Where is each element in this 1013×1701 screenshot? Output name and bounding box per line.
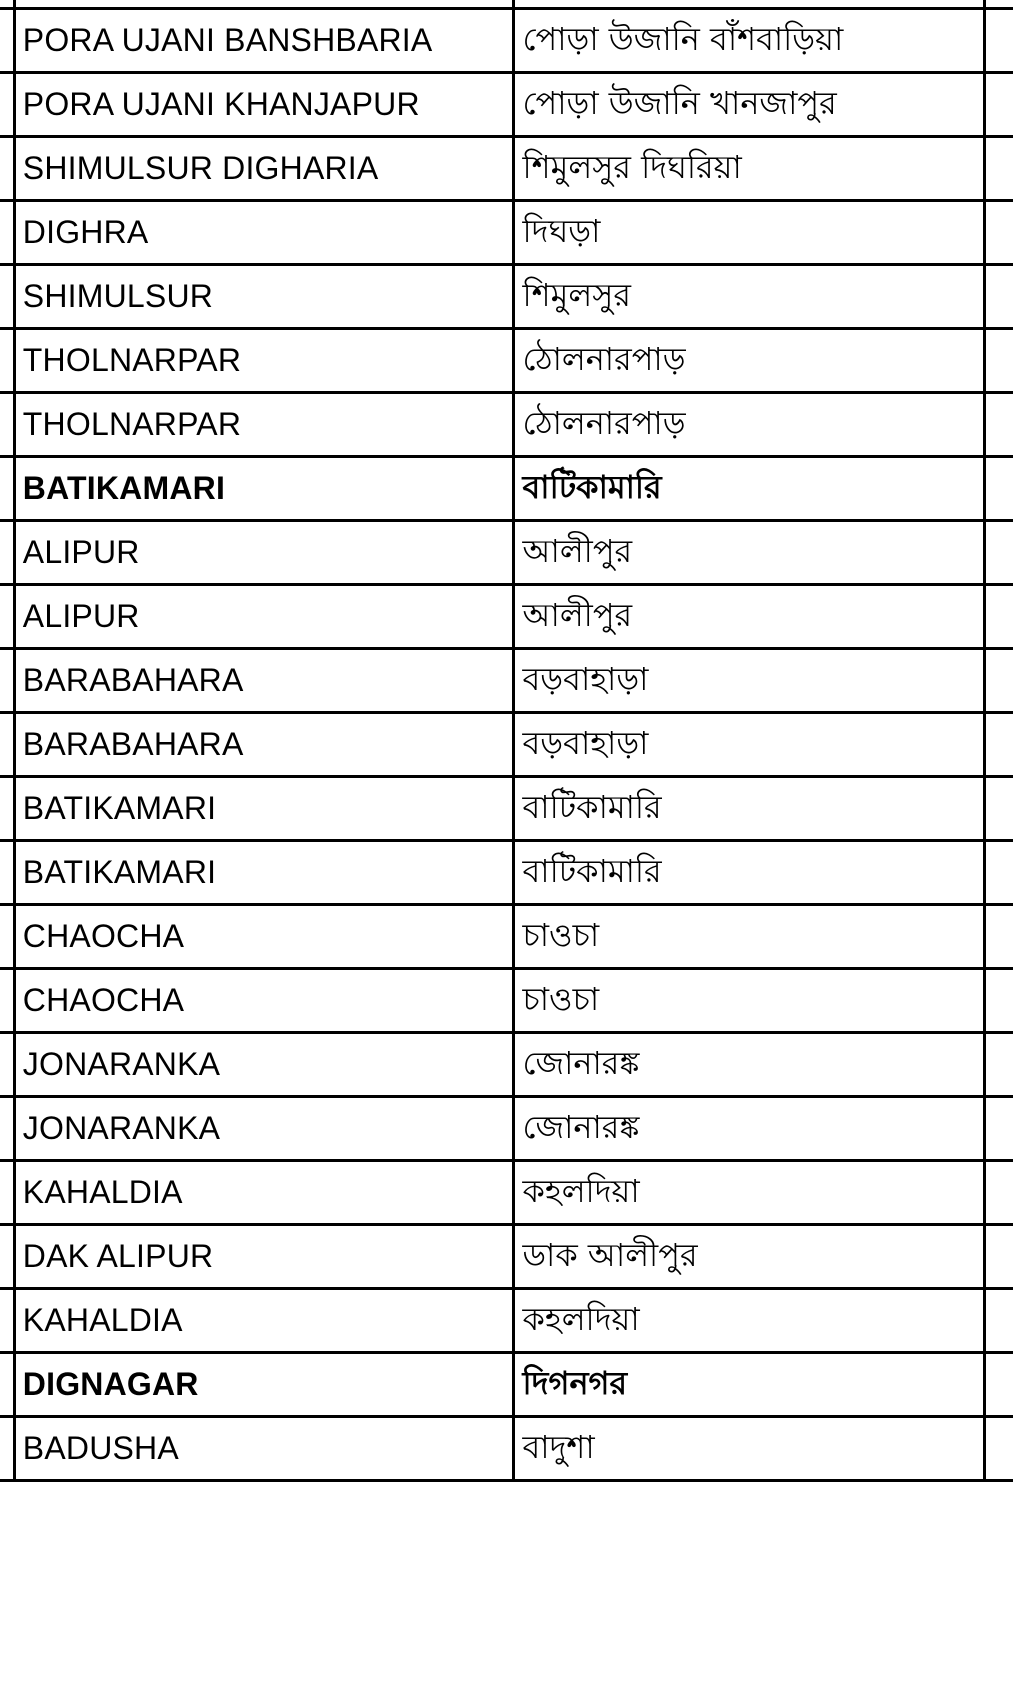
english-name-cell: BATIKAMARI bbox=[14, 777, 513, 841]
bengali-name-cell: শিমুলসুর bbox=[513, 265, 984, 329]
row-number-cell bbox=[0, 1161, 14, 1225]
bengali-name-cell: বাদুশা bbox=[513, 1417, 984, 1481]
row-number-cell bbox=[0, 329, 14, 393]
bengali-name-cell: জোনারঙ্ক bbox=[513, 1033, 984, 1097]
trailing-cell bbox=[984, 841, 1013, 905]
bengali-name-cell: বাটিকামারি bbox=[513, 457, 984, 521]
table-row bbox=[0, 905, 1013, 969]
row-number-cell bbox=[0, 73, 14, 137]
table-row bbox=[0, 713, 1013, 777]
table-row bbox=[0, 393, 1013, 457]
row-number-cell bbox=[0, 841, 14, 905]
bengali-name-cell: চাওচা bbox=[513, 905, 984, 969]
bengali-name-cell bbox=[513, 0, 984, 9]
english-name-cell: JONARANKA bbox=[14, 1033, 513, 1097]
bengali-name-cell: বড়বাহাড়া bbox=[513, 649, 984, 713]
trailing-cell bbox=[984, 9, 1013, 73]
english-name-cell: JONARANKA bbox=[14, 1097, 513, 1161]
english-name-cell: SHIMULSUR bbox=[14, 265, 513, 329]
table-row bbox=[0, 457, 1013, 521]
bengali-name-cell: পোড়া উজানি খানজাপুর bbox=[513, 73, 984, 137]
english-name-cell: THOLNARPAR bbox=[14, 393, 513, 457]
english-name-cell: DAK ALIPUR bbox=[14, 1225, 513, 1289]
table-row bbox=[0, 1097, 1013, 1161]
english-name-cell: THOLNARPAR bbox=[14, 329, 513, 393]
table-row bbox=[0, 777, 1013, 841]
table-row bbox=[0, 73, 1013, 137]
table-row bbox=[0, 1353, 1013, 1417]
trailing-cell bbox=[984, 649, 1013, 713]
row-number-cell bbox=[0, 9, 14, 73]
table-row bbox=[0, 0, 1013, 9]
trailing-cell bbox=[984, 1225, 1013, 1289]
table-row bbox=[0, 969, 1013, 1033]
bengali-name-cell: কহলদিয়া bbox=[513, 1161, 984, 1225]
trailing-cell bbox=[984, 73, 1013, 137]
row-number-cell bbox=[0, 265, 14, 329]
table-row bbox=[0, 1289, 1013, 1353]
row-number-cell bbox=[0, 905, 14, 969]
bengali-name-cell: দিঘড়া bbox=[513, 201, 984, 265]
table-row bbox=[0, 137, 1013, 201]
bengali-name-cell: শিমুলসুর দিঘরিয়া bbox=[513, 137, 984, 201]
english-name-cell: SHIMULSUR DIGHARIA bbox=[14, 137, 513, 201]
trailing-cell bbox=[984, 265, 1013, 329]
bengali-name-cell: চাওচা bbox=[513, 969, 984, 1033]
english-name-cell: BADUSHA bbox=[14, 1417, 513, 1481]
english-name-cell: PORA UJANI KHANJAPUR bbox=[14, 73, 513, 137]
row-number-cell bbox=[0, 649, 14, 713]
table-row bbox=[0, 201, 1013, 265]
english-name-cell bbox=[14, 0, 513, 9]
table-row bbox=[0, 1161, 1013, 1225]
bengali-name-cell: আলীপুর bbox=[513, 585, 984, 649]
row-number-cell bbox=[0, 201, 14, 265]
bengali-name-cell: পোড়া উজানি বাঁশবাড়িয়া bbox=[513, 9, 984, 73]
row-number-cell bbox=[0, 1033, 14, 1097]
bengali-name-cell: ডাক আলীপুর bbox=[513, 1225, 984, 1289]
trailing-cell bbox=[984, 521, 1013, 585]
trailing-cell bbox=[984, 1289, 1013, 1353]
english-name-cell: BATIKAMARI bbox=[14, 457, 513, 521]
row-number-cell bbox=[0, 137, 14, 201]
bengali-name-cell: ঠোলনারপাড় bbox=[513, 329, 984, 393]
trailing-cell bbox=[984, 329, 1013, 393]
trailing-cell bbox=[984, 0, 1013, 9]
trailing-cell bbox=[984, 713, 1013, 777]
bengali-name-cell: বড়বাহাড়া bbox=[513, 713, 984, 777]
row-number-cell bbox=[0, 1417, 14, 1481]
english-name-cell: BARABAHARA bbox=[14, 713, 513, 777]
english-name-cell: ALIPUR bbox=[14, 585, 513, 649]
row-number-cell bbox=[0, 457, 14, 521]
row-number-cell bbox=[0, 1225, 14, 1289]
trailing-cell bbox=[984, 1097, 1013, 1161]
bengali-name-cell: আলীপুর bbox=[513, 521, 984, 585]
row-number-cell bbox=[0, 521, 14, 585]
row-number-cell bbox=[0, 713, 14, 777]
table-row bbox=[0, 1225, 1013, 1289]
trailing-cell bbox=[984, 585, 1013, 649]
english-name-cell: PORA UJANI BANSHBARIA bbox=[14, 9, 513, 73]
table-row bbox=[0, 841, 1013, 905]
row-number-cell bbox=[0, 777, 14, 841]
row-number-cell bbox=[0, 1353, 14, 1417]
trailing-cell bbox=[984, 137, 1013, 201]
bengali-name-cell: কহলদিয়া bbox=[513, 1289, 984, 1353]
row-number-cell bbox=[0, 393, 14, 457]
table-row bbox=[0, 649, 1013, 713]
bengali-name-cell: দিগনগর bbox=[513, 1353, 984, 1417]
table-row bbox=[0, 585, 1013, 649]
english-name-cell: CHAOCHA bbox=[14, 905, 513, 969]
table-row bbox=[0, 1417, 1013, 1481]
table-row bbox=[0, 265, 1013, 329]
trailing-cell bbox=[984, 1417, 1013, 1481]
english-name-cell: KAHALDIA bbox=[14, 1289, 513, 1353]
english-name-cell: BATIKAMARI bbox=[14, 841, 513, 905]
trailing-cell bbox=[984, 1161, 1013, 1225]
english-name-cell: KAHALDIA bbox=[14, 1161, 513, 1225]
bengali-name-cell: বাটিকামারি bbox=[513, 777, 984, 841]
row-number-cell bbox=[0, 1289, 14, 1353]
bengali-name-cell: বাটিকামারি bbox=[513, 841, 984, 905]
row-number-cell bbox=[0, 0, 14, 9]
english-name-cell: CHAOCHA bbox=[14, 969, 513, 1033]
trailing-cell bbox=[984, 393, 1013, 457]
trailing-cell bbox=[984, 1033, 1013, 1097]
table-row bbox=[0, 1033, 1013, 1097]
table-row bbox=[0, 329, 1013, 393]
trailing-cell bbox=[984, 777, 1013, 841]
row-number-cell bbox=[0, 585, 14, 649]
trailing-cell bbox=[984, 201, 1013, 265]
bengali-name-cell: জোনারঙ্ক bbox=[513, 1097, 984, 1161]
english-name-cell: DIGHRA bbox=[14, 201, 513, 265]
trailing-cell bbox=[984, 1353, 1013, 1417]
row-number-cell bbox=[0, 1097, 14, 1161]
table-row bbox=[0, 521, 1013, 585]
row-number-cell bbox=[0, 969, 14, 1033]
english-name-cell: BARABAHARA bbox=[14, 649, 513, 713]
trailing-cell bbox=[984, 457, 1013, 521]
english-name-cell: ALIPUR bbox=[14, 521, 513, 585]
english-name-cell: DIGNAGAR bbox=[14, 1353, 513, 1417]
trailing-cell bbox=[984, 905, 1013, 969]
trailing-cell bbox=[984, 969, 1013, 1033]
table-row bbox=[0, 9, 1013, 73]
bengali-name-cell: ঠোলনারপাড় bbox=[513, 393, 984, 457]
